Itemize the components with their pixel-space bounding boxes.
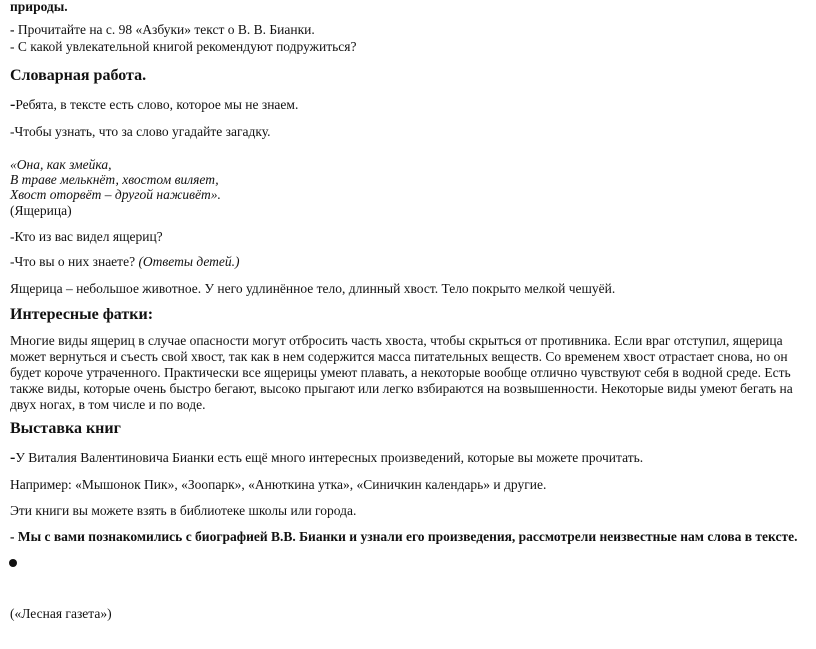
question-2-text: -Что вы о них знаете?	[10, 254, 136, 269]
riddle-answer: (Ящерица)	[10, 203, 72, 218]
dash: -	[10, 22, 15, 37]
heading-facts: Интересные фатки:	[10, 306, 154, 323]
vocab-line-1-text: Ребята, в тексте есть слово, которое мы не знаем.	[15, 97, 299, 112]
riddle-line-1: «Она, как змейка,	[10, 157, 112, 172]
question-2-note: (Ответы детей.)	[138, 254, 240, 269]
books-line-1-text: У Виталия Валентиновича Бианки есть ещё много интересных произведений, которые вы можете прочитать.	[15, 450, 644, 465]
top-fragment: природы.	[10, 0, 68, 14]
facts-paragraph: Многие виды ящериц в случае опасности могут отбросить часть хвоста, чтобы скрыться от противника. Если враг отступил, ящерица может вернуться и съесть свой хвост, так как в нем содержится масса питательных веществ. Со временем хвост отрастает снова, но он будет короче утраченного. Практически все ящерицы умеют плавать, а некоторые вообще отлично чувствуют себя в водной среде. Есть также виды, которые очень быстро бегают, высоко прыгают или легко взбираются на возвышенности. Некоторые виды умеют бегать на двух ногах, в том числе и по воде.	[10, 333, 793, 412]
intro-line-1-text: Прочитайте на с. 98 «Азбуки» текст о В. В. Бианки.	[14, 22, 315, 37]
question-1: -Кто из вас видел ящериц?	[10, 229, 163, 244]
bullet-icon	[9, 559, 17, 567]
summary-line: - Мы с вами познакомились с биографией В.В. Бианки и узнали его произведения, рассмотрели неизвестные нам слова в тексте.	[10, 529, 798, 544]
riddle-line-3: Хвост оторвёт – другой наживёт».	[10, 187, 221, 202]
vocab-line-2: -Чтобы узнать, что за слово угадайте загадку.	[10, 124, 271, 139]
last-line: («Лесная газета»)	[10, 606, 112, 621]
books-line-3: Эти книги вы можете взять в библиотеке школы или города.	[10, 503, 357, 518]
intro-line-2: - С какой увлекательной книгой рекомендуют подружиться?	[10, 39, 357, 54]
intro-line-1	[10, 22, 315, 38]
dash: -	[10, 449, 16, 466]
dash: -	[10, 96, 16, 113]
books-line-2: Например: «Мышонок Пик», «Зоопарк», «Анюткина утка», «Синичкин календарь» и другие.	[10, 477, 547, 492]
books-line-1	[10, 450, 643, 466]
vocab-line-1	[10, 97, 298, 113]
lizard-description: Ящерица – небольшое животное. У него удлинённое тело, длинный хвост. Тело покрыто мелкой чешуёй.	[10, 281, 616, 296]
heading-books: Выставка книг	[10, 420, 121, 437]
question-2	[10, 254, 240, 270]
riddle-line-2: В траве мелькнёт, хвостом виляет,	[10, 172, 219, 187]
heading-vocabulary: Словарная работа.	[10, 67, 147, 84]
